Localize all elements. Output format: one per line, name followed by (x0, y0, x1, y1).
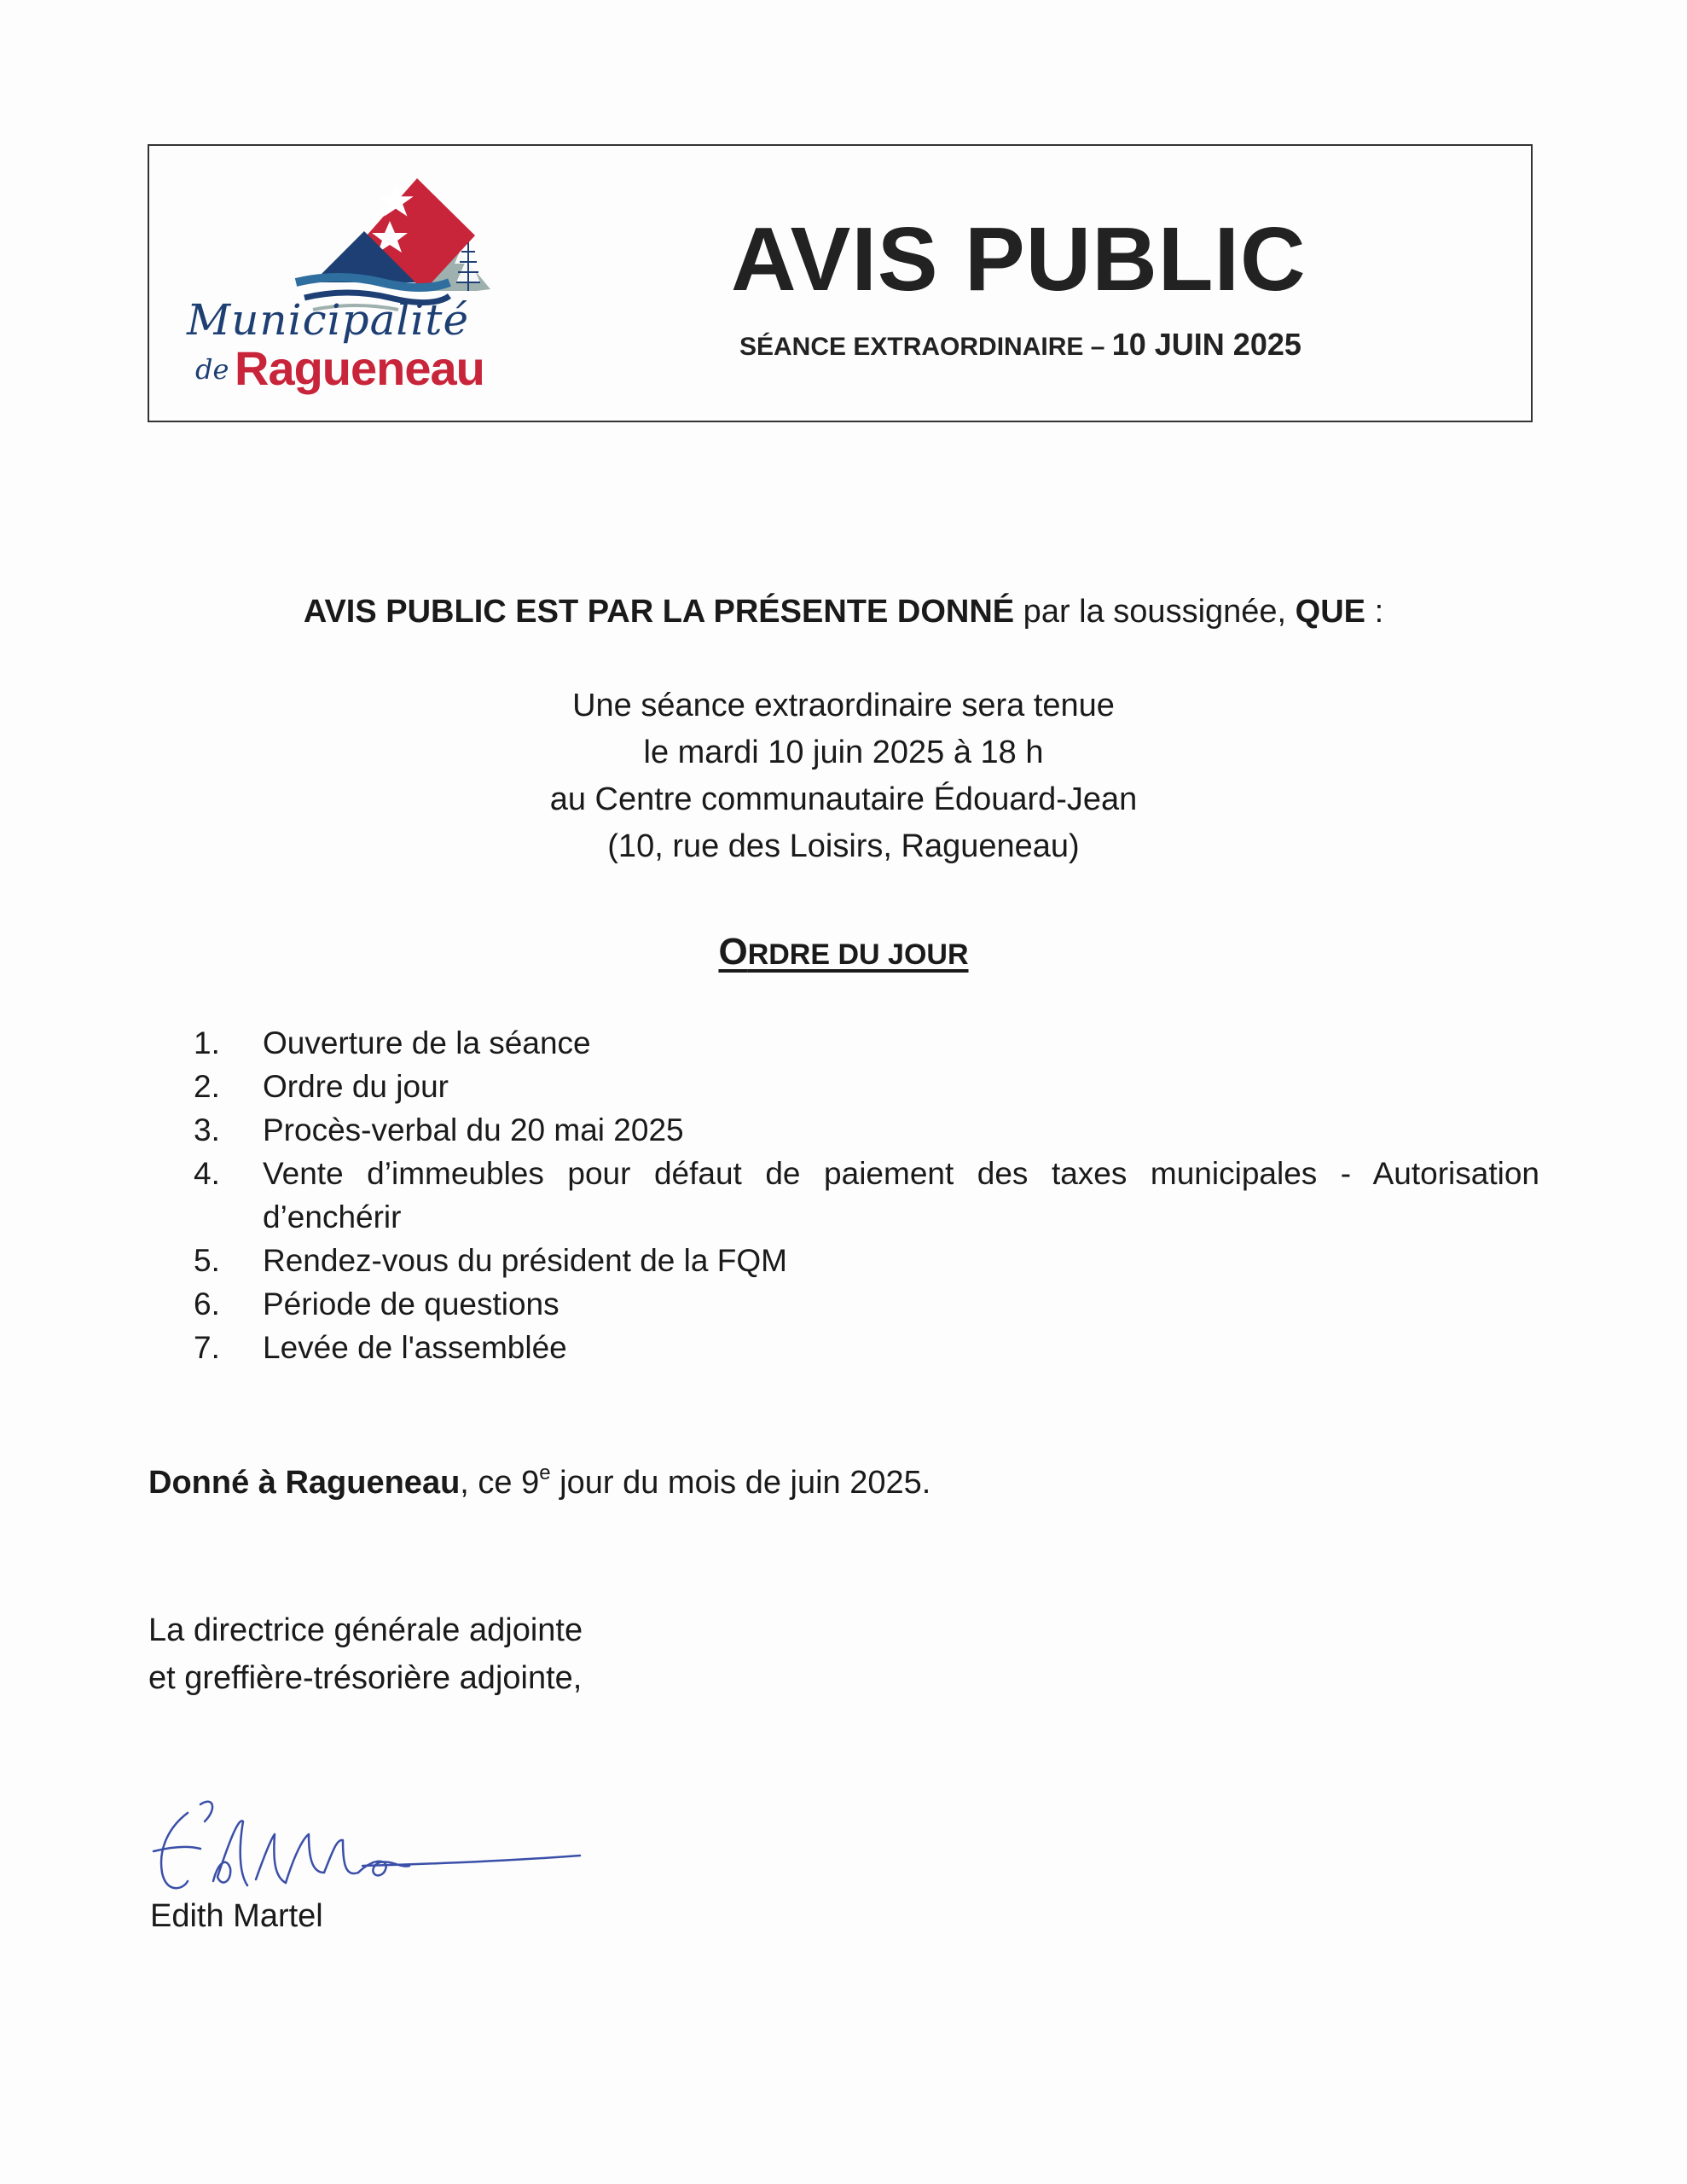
page-subtitle (712, 327, 1514, 363)
given-at-statement (148, 1461, 931, 1502)
agenda-item (192, 1065, 1539, 1108)
closing-line: et greffière-trésorière adjointe, (148, 1660, 583, 1696)
agenda-item (192, 1152, 1539, 1239)
logo-script-text: Municipalité (187, 295, 470, 345)
meeting-details (0, 682, 1687, 870)
given-text1: , ce 9 (460, 1465, 540, 1501)
agenda-item (192, 1108, 1539, 1152)
subtitle-date: 10 JUIN 2025 (1111, 327, 1301, 362)
intro-bold-end: QUE (1295, 594, 1366, 630)
logo-name-text: Ragueneau (235, 341, 484, 395)
given-bold: Donné à Ragueneau (148, 1465, 461, 1501)
agenda-item-text: Ouverture de la séance (263, 1025, 591, 1060)
meeting-line: Une séance extraordinaire sera tenue (572, 688, 1115, 723)
agenda-item-text: Levée de l'assemblée (263, 1330, 567, 1365)
header-box (148, 144, 1533, 422)
agenda-item-text: Ordre du jour (263, 1069, 449, 1104)
agenda-item-text: Vente d’immeubles pour défaut de paiement des taxes municipales - Autorisation (263, 1156, 1539, 1191)
agenda-item-number: 5. (194, 1243, 220, 1278)
agenda-title-first: O (718, 931, 748, 973)
agenda-list (192, 1021, 1539, 1369)
agenda-item-text-continued: d’enchérir (263, 1199, 402, 1234)
municipality-logo (168, 163, 543, 419)
agenda-item-number: 3. (194, 1112, 220, 1147)
logo-de-text: de (195, 353, 229, 386)
meeting-line: le mardi 10 juin 2025 à 18 h (643, 735, 1044, 770)
agenda-item-number: 4. (194, 1156, 220, 1191)
given-text2: jour du mois de juin 2025. (550, 1465, 931, 1501)
intro-middle: par la soussignée, (1014, 594, 1296, 630)
intro-tail: : (1365, 594, 1384, 630)
meeting-line: (10, rue des Loisirs, Ragueneau) (607, 828, 1080, 864)
agenda-item (192, 1282, 1539, 1326)
agenda-item (192, 1021, 1539, 1065)
page-title: AVIS PUBLIC (731, 209, 1307, 310)
closing-line: La directrice générale adjointe (148, 1612, 583, 1648)
agenda-title (0, 931, 1687, 973)
agenda-item-text: Procès-verbal du 20 mai 2025 (263, 1112, 684, 1147)
agenda-item-number: 6. (194, 1287, 220, 1321)
intro-bold-lead: AVIS PUBLIC EST PAR LA PRÉSENTE DONNÉ (303, 594, 1015, 630)
intro-statement (0, 594, 1687, 630)
agenda-item-number: 2. (194, 1069, 220, 1104)
agenda-item-number: 1. (194, 1025, 220, 1060)
given-sup: e (539, 1461, 551, 1484)
agenda-item-number: 7. (194, 1330, 220, 1365)
agenda-item-text: Rendez-vous du président de la FQM (263, 1243, 787, 1278)
closing-title (148, 1606, 583, 1702)
meeting-line: au Centre communautaire Édouard-Jean (549, 781, 1138, 817)
agenda-title-rest: RDRE DU JOUR (747, 938, 969, 971)
subtitle-prefix: SÉANCE EXTRAORDINAIRE – (739, 333, 1112, 361)
agenda-item-text: Période de questions (263, 1287, 559, 1321)
agenda-item (192, 1239, 1539, 1282)
handwritten-signature-icon (119, 1787, 597, 1915)
agenda-item (192, 1326, 1539, 1369)
signer-name: Edith Martel (150, 1898, 323, 1934)
